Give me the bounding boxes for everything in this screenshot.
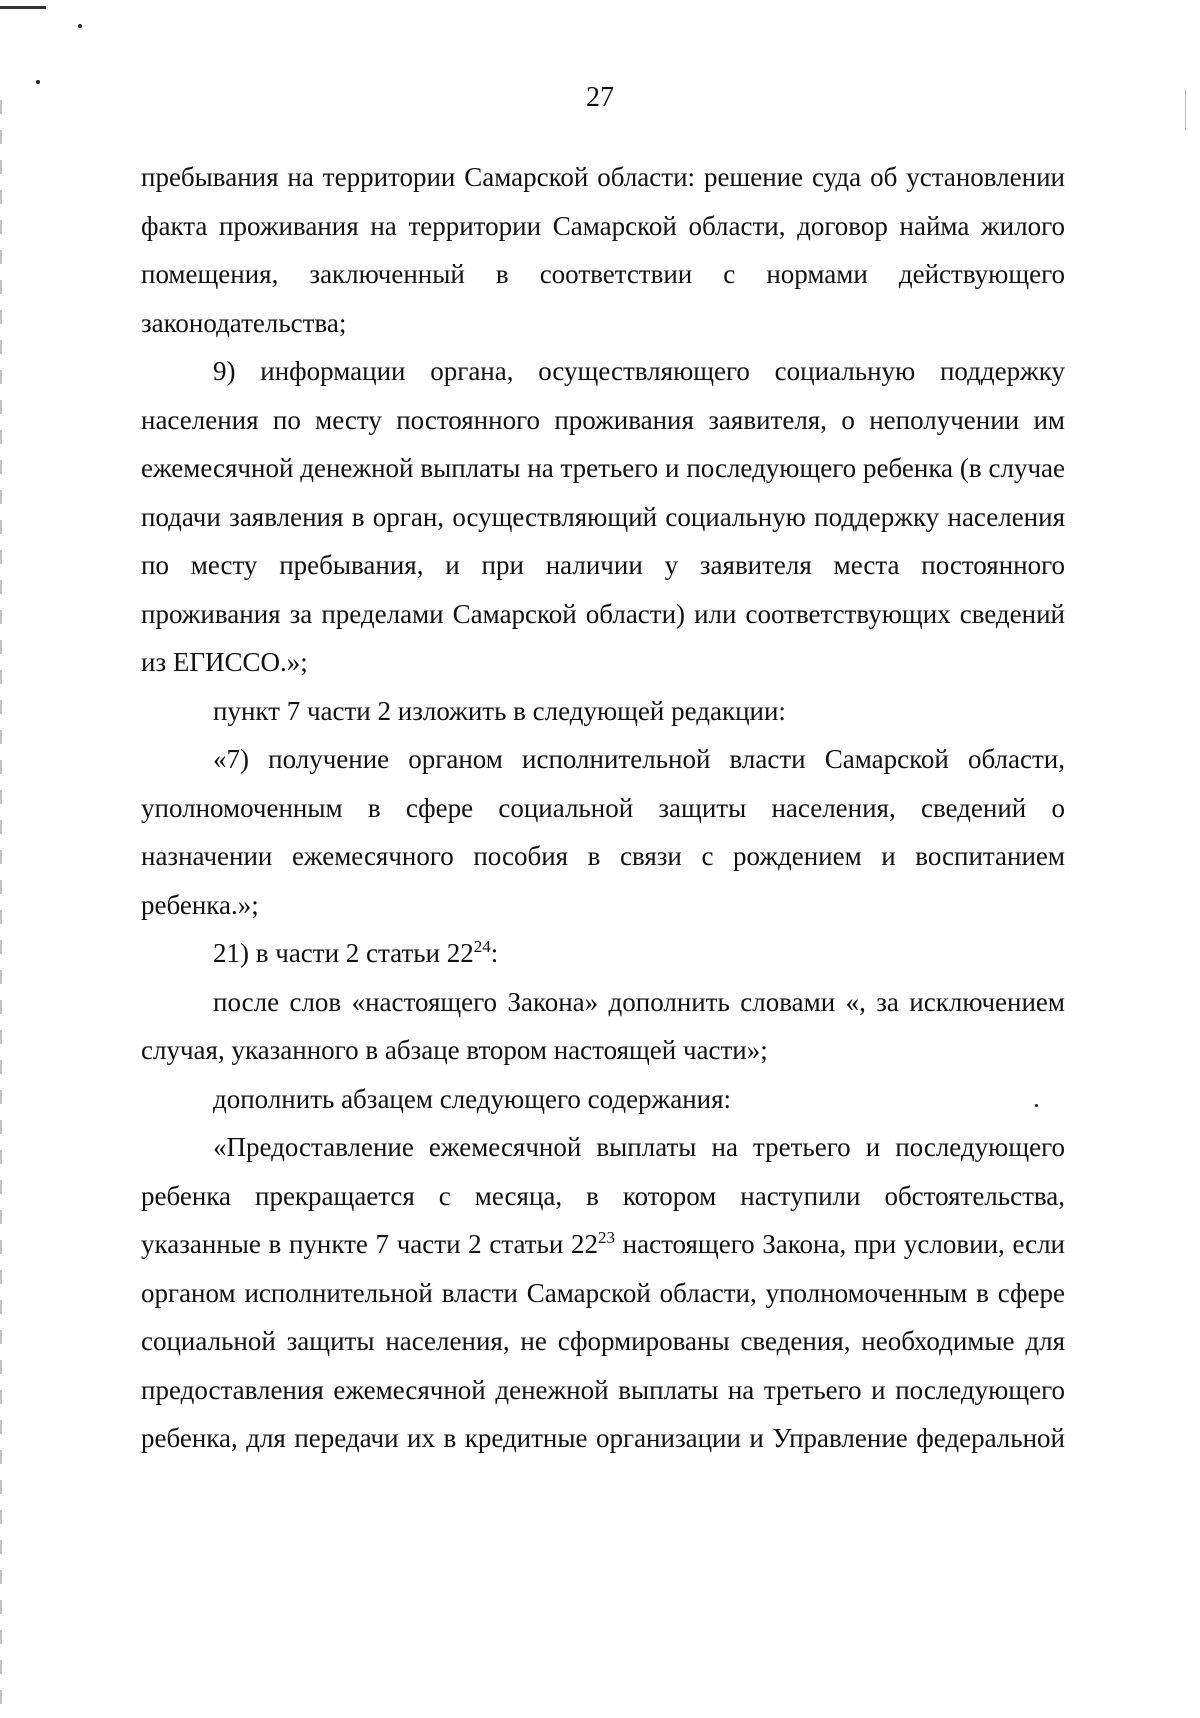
- item-21-colon: :: [490, 938, 499, 968]
- article-superscript: 23: [597, 1228, 615, 1247]
- paragraph-item-7-text: «7) получение органом исполнительной власти Самарской области, уполномоченным в сфере социальной защиты населения, сведений о назначении ежемесячного пособия в связи с рождением и воспитанием ребенка.»;: [141, 744, 1065, 920]
- document-body: [141, 153, 1065, 1463]
- scan-artifact-line: [0, 6, 46, 9]
- paragraph-after-words: после слов «настоящего Закона» дополнить словами «, за исключением случая, указанного в абзаце втором настоящей части»;: [141, 986, 1065, 1065]
- scan-artifact-dot: [78, 24, 82, 28]
- scan-left-edge: [0, 100, 2, 1710]
- paragraph-amendment-intro: пункт 7 части 2 изложить в следующей редакции:: [213, 695, 786, 726]
- page-number: 27: [586, 82, 614, 113]
- paragraph-add-abzac: дополнить абзацем следующего содержания:: [213, 1083, 732, 1114]
- paragraph-continuation: пребывания на территории Самарской области: решение суда об установлении факта проживания на территории Самарской области, договор найма жилого помещения, заключенный в соответствии с нормами действующего законодательства;: [141, 162, 1065, 338]
- new-abzac-text-end: настоящего Закона, при условии, если органом исполнительной власти Самарской области, уполномоченным в сфере социальной защиты населения, не сформированы сведения, необходимые для предоставления ежемесячной денежной выплаты на третьего и последующего ребенка, для передачи их в кредитные организации и Управление федеральной: [141, 1229, 1066, 1453]
- paragraph-new-abzac: [141, 1123, 1065, 1463]
- paragraph-item-9: 9) информации органа, осуществляющего социальную поддержку населения по месту постоянного проживания заявителя, о неполучении им ежемесячной денежной выплаты на третьего и последующего ребенка (в случае подачи заявления в орган, осуществляющий социальную поддержку населения по месту пребывания, и при наличии у заявителя места постоянного проживания за пределами Самарской области) или соответствующих сведений из ЕГИССО.»;: [141, 356, 1065, 677]
- new-abzac-text-start: «Предоставление ежемесячной выплаты на третьего и последующего ребенка прекращается с месяца, в котором наступили обстоятельства, указанные в пункте 7 части 2 статьи 22: [141, 1132, 1065, 1259]
- item-21-text: 21) в части 2 статьи 22: [213, 938, 474, 968]
- paragraph-item-21: [141, 929, 1065, 978]
- article-superscript: 24: [473, 937, 491, 956]
